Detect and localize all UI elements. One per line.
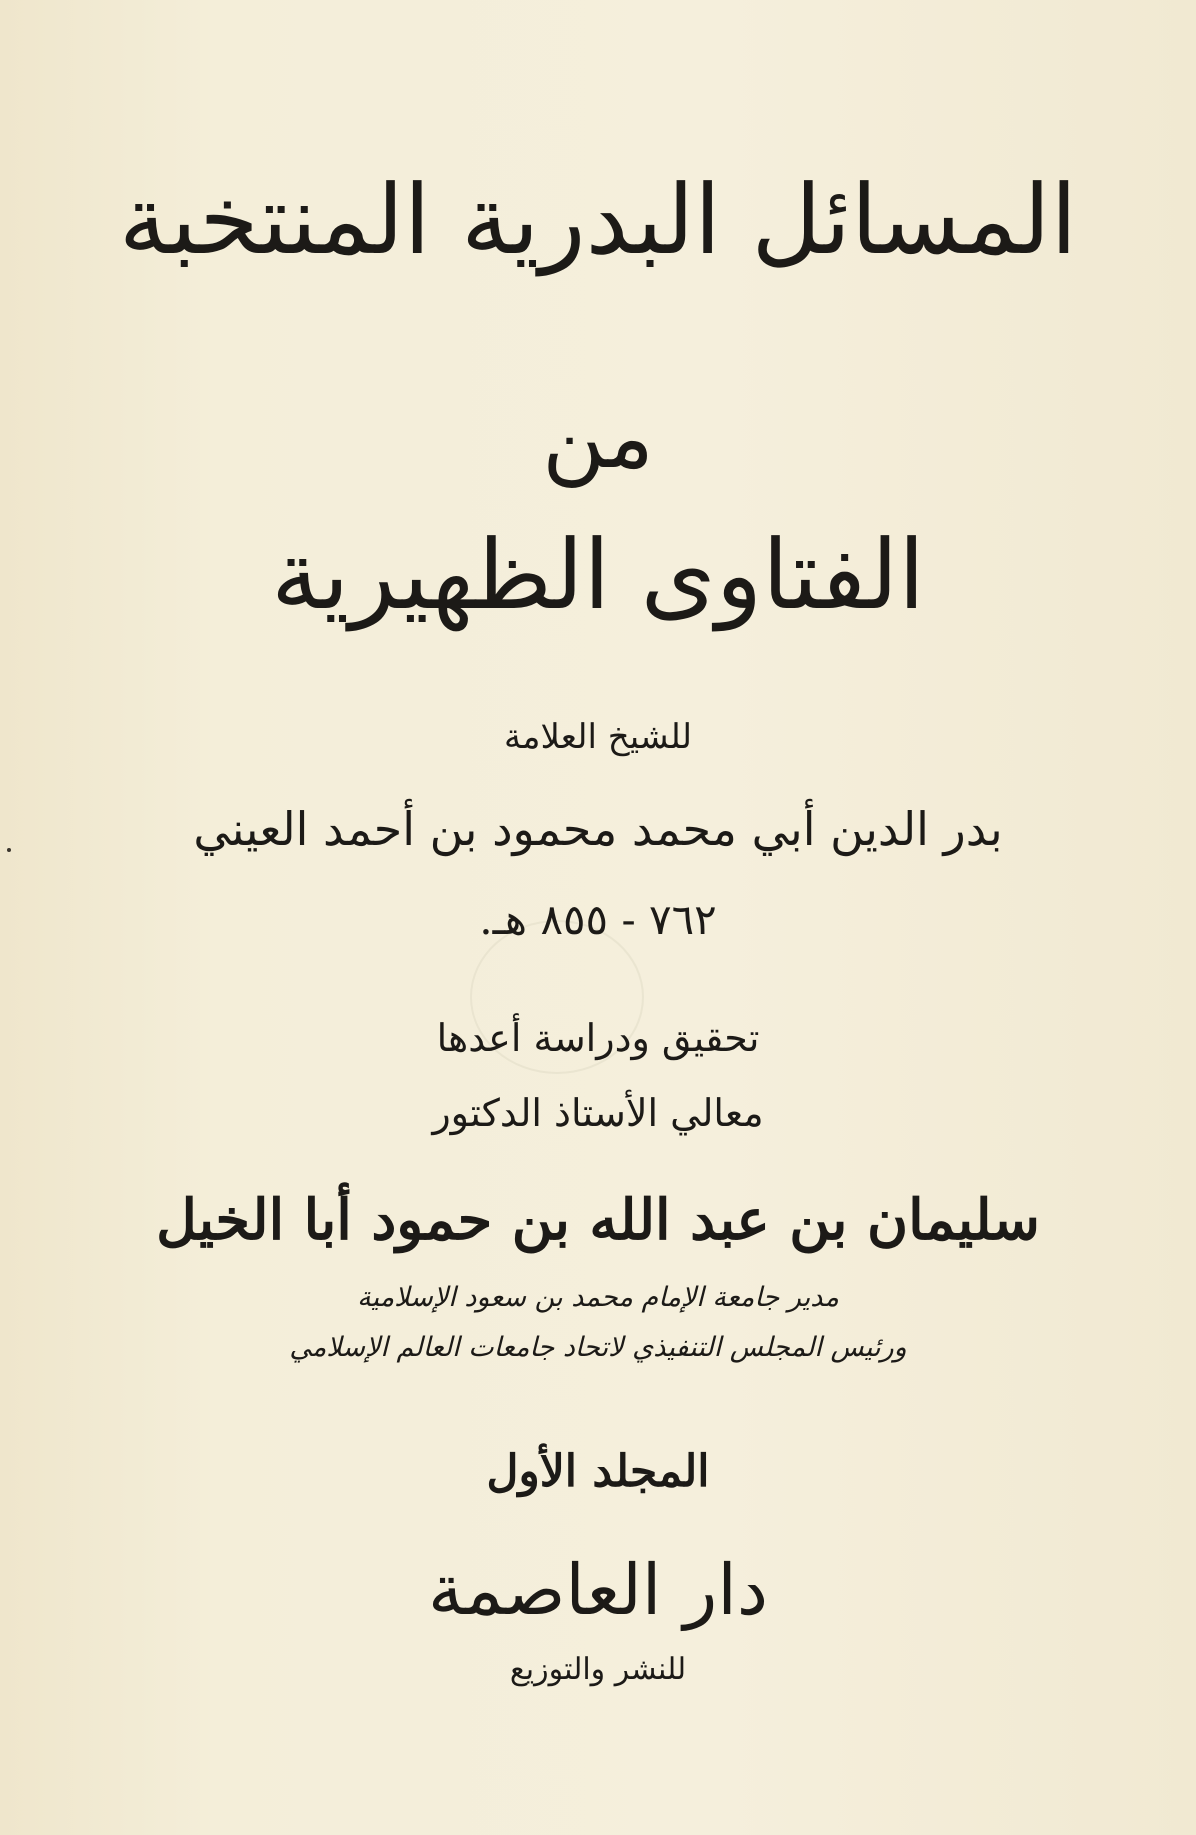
title-connector: من (542, 388, 654, 488)
book-title: المسائل البدرية المنتخبة (118, 164, 1078, 276)
edited-by-label: تحقيق ودراسة أعدها (436, 1016, 760, 1060)
publisher-tagline: للنشر والتوزيع (509, 1652, 687, 1687)
source-book-title: الفتاوى الظهيرية (271, 519, 925, 631)
editor-name: سليمان بن عبد الله بن حمود أبا الخيل (156, 1187, 1040, 1253)
author-prefix: للشيخ العلامة (504, 717, 692, 757)
volume-label: المجلد الأول (486, 1446, 710, 1497)
editor-title: معالي الأستاذ الدكتور (432, 1091, 764, 1135)
publisher-name: دار العاصمة (428, 1549, 768, 1631)
editor-role-1: مدير جامعة الإمام محمد بن سعود الإسلامية (357, 1282, 839, 1313)
editor-role-2: ورئيس المجلس التنفيذي لاتحاد جامعات العالم الإسلامي (289, 1332, 907, 1363)
author-dates: ٧٦٢ - ٨٥٥ هـ. (479, 895, 717, 944)
author-name: بدر الدين أبي محمد محمود بن أحمد العيني (193, 802, 1003, 856)
